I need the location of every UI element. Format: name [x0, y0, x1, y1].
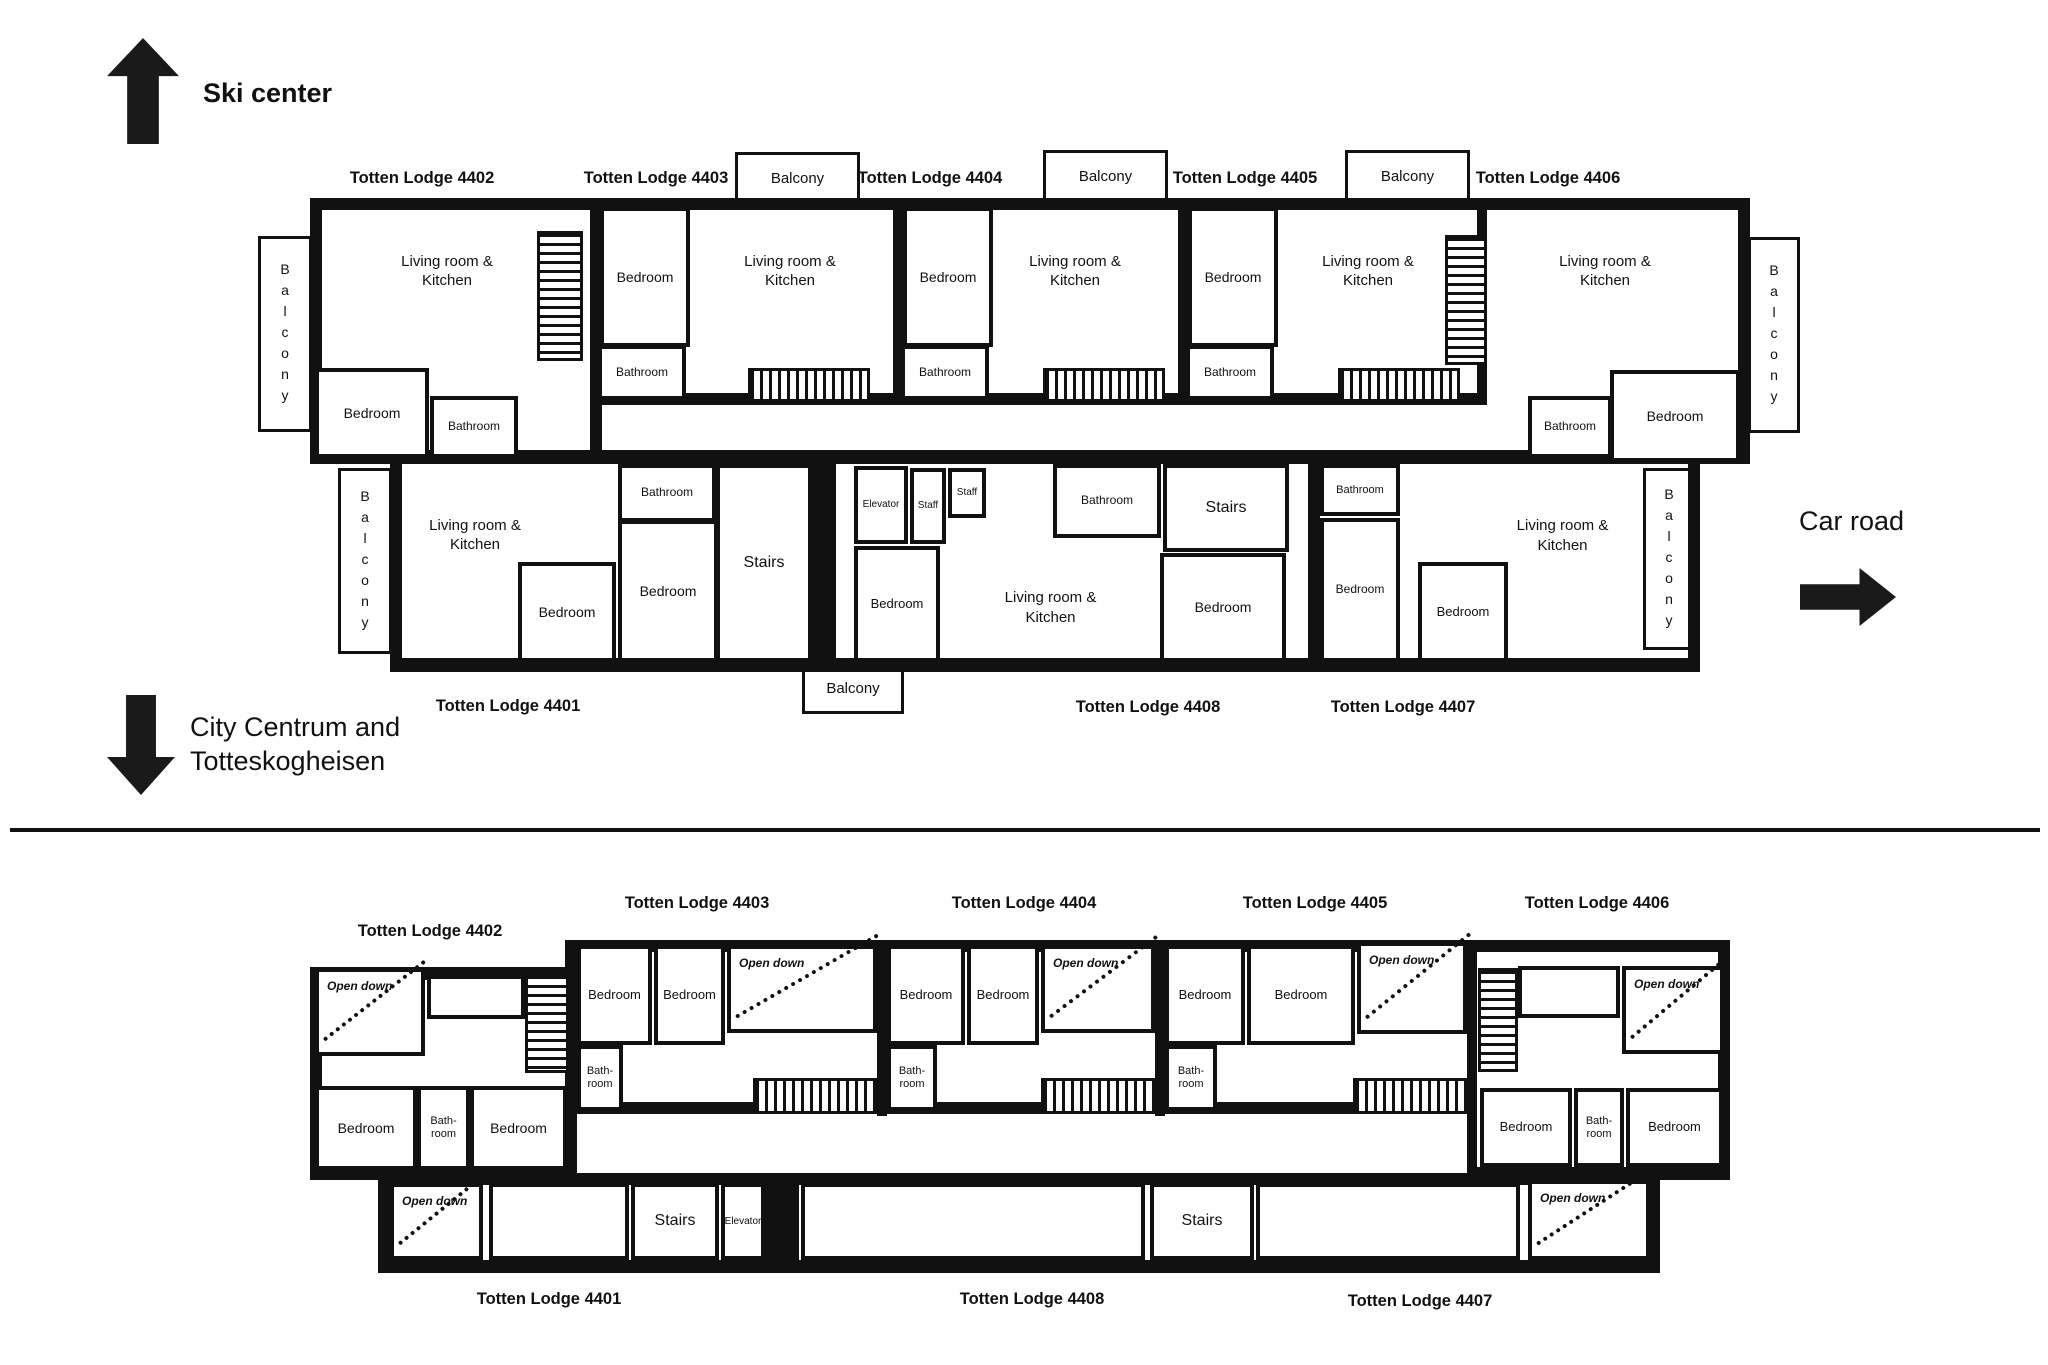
f2-shaft-block [765, 1173, 799, 1273]
f2-4405-bathroom [1165, 1045, 1217, 1111]
f2-4402-room [427, 975, 525, 1019]
open-down-label: Open down [327, 979, 393, 993]
f2-4405-open-down [1357, 942, 1467, 1034]
f1-4401-bathroom [618, 464, 716, 522]
bath-line1: Bath- [430, 1115, 457, 1128]
room-label: Bathroom [640, 485, 694, 500]
f2-stairs-hatch-4404 [1041, 1078, 1155, 1114]
balcony-label: Balcony [1380, 167, 1435, 185]
f1-4401-bedroom-1 [518, 562, 616, 662]
living-line2: Kitchen [421, 272, 473, 289]
f1-wall-corridor-bottom [390, 450, 1700, 464]
f2-4408-room [801, 1183, 1145, 1260]
f1-stairs-hatch-4406 [1445, 235, 1487, 365]
f2-4404-bedroom-1 [887, 945, 965, 1045]
f2-lodge-4403-label: Totten Lodge 4403 [624, 894, 770, 912]
f1-4407-living-label [1480, 508, 1645, 563]
balcony-label: Balcony [826, 679, 880, 697]
f2-4402-bathroom [417, 1086, 470, 1170]
room-label: Bedroom [588, 986, 641, 1002]
f2-stairs-hatch-4406 [1478, 968, 1518, 1072]
f2-lodge-4407-label: Totten Lodge 4407 [1347, 1292, 1493, 1310]
balcony-label: Balcony [1661, 485, 1677, 633]
bath-line1: Bath- [1585, 1114, 1613, 1127]
f1-stairs-hatch-4402 [537, 231, 583, 361]
living-line2: Kitchen [1579, 272, 1631, 289]
f2-4402-open-down [315, 968, 425, 1056]
room-label: Bedroom [870, 595, 924, 611]
bath-line2: room [587, 1078, 613, 1090]
bath-line2: room [899, 1078, 925, 1090]
car-road-label: Car road [1799, 506, 1905, 536]
room-label: Bathroom [918, 364, 972, 379]
room-label: Bedroom [616, 268, 674, 285]
f2-lodge-4401-label: Totten Lodge 4401 [476, 1290, 622, 1308]
f1-lodge-4403-label: Totten Lodge 4403 [583, 169, 729, 187]
f2-stairs-hatch-4405 [1353, 1078, 1467, 1114]
city-centrum-label [190, 710, 400, 778]
room-label: Bedroom [899, 986, 953, 1002]
room-label: Bathroom [447, 419, 501, 434]
f2-4406-bathroom [1574, 1088, 1624, 1167]
f1-4408-stairs [1163, 464, 1289, 552]
f2-4407-open-down [1528, 1180, 1650, 1260]
f1-stairs-hatch-4405-corridor [1338, 368, 1460, 402]
f2-4405-bedroom-2 [1247, 945, 1355, 1045]
f1-stairs-hatch-4404-corridor [1043, 368, 1165, 402]
f1-4408-staff-2 [948, 468, 986, 518]
f1-4408-elevator [854, 466, 908, 544]
room-label: Bedroom [919, 268, 977, 285]
f1-4408-bedroom-1 [854, 546, 940, 662]
living-line1: Living room & [429, 516, 521, 534]
f1-balcony-4403 [735, 152, 860, 204]
f2-wall-mid-bottom [577, 1102, 1477, 1114]
bath-line1: Bath- [898, 1065, 926, 1078]
room-label: Bedroom [1499, 1119, 1553, 1135]
room-label: Staff [956, 487, 978, 499]
f1-4401-stairs [716, 464, 812, 662]
f2-lodge-4406-label: Totten Lodge 4406 [1524, 894, 1670, 912]
f1-4404-bedroom [903, 207, 993, 347]
room-label: Bathroom [615, 364, 669, 379]
f1-lodge-4408-label: Totten Lodge 4408 [1075, 698, 1221, 716]
f1-4407-bathroom [1320, 464, 1400, 516]
f1-4406-bedroom [1610, 370, 1740, 462]
f2-wall-lowrow-left [378, 1173, 390, 1273]
f2-4408-stairs [1150, 1183, 1254, 1260]
balcony-label: Balcony [770, 169, 825, 187]
f2-4403-bathroom [577, 1045, 623, 1111]
f2-wall-div-4405-4406 [1467, 940, 1477, 1180]
f1-4405-bedroom [1188, 207, 1278, 347]
balcony-label: Balcony [1766, 261, 1782, 409]
f2-4406-room [1518, 966, 1620, 1018]
car-road-arrow-right-icon [1800, 568, 1896, 626]
living-line1: Living room & [1029, 252, 1121, 270]
f2-4401-open-down [390, 1183, 483, 1260]
f1-4408-bedroom-2 [1160, 553, 1286, 662]
living-line1: Living room & [1004, 589, 1097, 606]
open-down-diagonal [1049, 935, 1158, 1019]
f1-lodge-4407-label: Totten Lodge 4407 [1330, 698, 1476, 716]
f1-lodge-4404-label: Totten Lodge 4404 [857, 169, 1003, 187]
f2-4401-stairs [631, 1183, 719, 1260]
room-label: Bedroom [1646, 407, 1704, 424]
room-label: Bathroom [1080, 493, 1134, 508]
room-label: Bathroom [1203, 364, 1257, 379]
living-line1: Living room & [1516, 517, 1609, 534]
f1-4405-bathroom [1186, 345, 1274, 400]
f2-4406-open-down [1622, 966, 1724, 1054]
f2-lodge-4408-label: Totten Lodge 4408 [959, 1290, 1105, 1308]
room-label: Bathroom [1543, 419, 1597, 434]
f1-4405-living-label [1293, 246, 1443, 296]
f1-wall-lower-left [390, 450, 402, 672]
room-label: Bedroom [1648, 1119, 1701, 1135]
f2-4403-bedroom-1 [577, 945, 652, 1045]
city-centrum-line2: Totteskogheisen [190, 746, 386, 776]
f2-wall-div-4403-4404 [877, 940, 887, 1116]
f2-4403-open-down [727, 945, 877, 1033]
bath-line1: Bath- [586, 1065, 614, 1078]
f1-stairs-hatch-4403-corridor [748, 368, 870, 402]
room-label: Stairs [1205, 498, 1247, 516]
open-down-diagonal [1630, 957, 1728, 1040]
living-line2: Kitchen [764, 272, 816, 289]
room-label: Bedroom [1436, 603, 1490, 619]
room-label: Elevator [724, 1215, 762, 1227]
f2-4407-room [1256, 1183, 1520, 1260]
room-label: Stairs [654, 1212, 696, 1230]
open-down-label: Open down [1053, 956, 1119, 970]
f1-4407-bedroom-2 [1418, 562, 1508, 662]
f2-4405-bedroom-1 [1165, 945, 1245, 1045]
room-label: Bedroom [639, 582, 697, 599]
f1-4402-living-label [372, 246, 522, 296]
f1-balcony-4402-left [258, 236, 312, 432]
f1-4404-living-label [1000, 246, 1150, 296]
living-line1: Living room & [1322, 252, 1414, 270]
open-down-label: Open down [1369, 953, 1435, 967]
open-down-diagonal [735, 933, 879, 1018]
room-label: Bedroom [1274, 986, 1328, 1002]
open-down-label: Open down [1540, 1191, 1606, 1205]
bath-line2: room [1178, 1078, 1204, 1090]
city-centrum-arrow-down-icon [107, 695, 175, 795]
f1-4404-bathroom [901, 345, 989, 400]
room-label: Stairs [1181, 1212, 1223, 1230]
f2-wall-div-4404-4405 [1155, 940, 1165, 1116]
living-line2: Kitchen [1342, 272, 1394, 289]
room-label: Bedroom [1178, 986, 1232, 1002]
f1-wall-div-4408-4407 [1308, 450, 1320, 672]
room-label: Bedroom [343, 404, 401, 421]
room-label: Bedroom [337, 1119, 395, 1136]
open-down-diagonal [1365, 932, 1472, 1019]
f2-lodge-4402-label: Totten Lodge 4402 [357, 922, 503, 940]
f1-4402-bathroom [430, 396, 518, 458]
city-centrum-line1: City Centrum and [190, 712, 401, 742]
f1-4406-bathroom [1528, 396, 1612, 458]
room-label: Bathroom [1336, 483, 1384, 496]
room-label: Bedroom [490, 1119, 547, 1136]
open-down-label: Open down [739, 956, 805, 970]
f1-4407-bedroom-1 [1320, 518, 1400, 662]
f2-lodge-4405-label: Totten Lodge 4405 [1242, 894, 1388, 912]
f1-lodge-4405-label: Totten Lodge 4405 [1172, 169, 1318, 187]
f1-4408-bathroom [1053, 464, 1161, 538]
f2-4404-bathroom [887, 1045, 937, 1111]
f1-wall-div-4401-4408 [810, 450, 836, 672]
balcony-label: Balcony [357, 487, 373, 635]
open-down-label: Open down [1634, 977, 1700, 991]
living-line2: Kitchen [1025, 608, 1076, 626]
open-down-diagonal [1536, 1168, 1652, 1245]
f1-wall-lower-right [1688, 450, 1700, 672]
room-label: Stairs [743, 553, 785, 571]
room-label: Staff [917, 500, 939, 512]
room-label: Bedroom [663, 986, 716, 1002]
f1-4401-bedroom-2 [618, 520, 718, 662]
f2-4403-bedroom-2 [654, 945, 725, 1045]
room-label: Bedroom [1194, 599, 1252, 616]
f2-lodge-4404-label: Totten Lodge 4404 [951, 894, 1097, 912]
f1-4402-bedroom [315, 368, 429, 458]
f1-balcony-4405 [1345, 150, 1470, 202]
f1-4401-living-label [395, 510, 555, 560]
f2-4406-bedroom-1 [1480, 1088, 1572, 1167]
f2-stairs-hatch-4402 [525, 973, 569, 1073]
f1-4403-living-label [715, 246, 865, 296]
f1-lodge-4406-label: Totten Lodge 4406 [1475, 169, 1621, 187]
open-down-diagonal [323, 960, 426, 1042]
ski-center-arrow-up-icon [107, 38, 179, 144]
living-line2: Kitchen [449, 536, 501, 553]
f1-4406-living-label [1530, 246, 1680, 296]
f2-4404-open-down [1041, 945, 1155, 1033]
balcony-label: Balcony [1078, 167, 1133, 185]
f1-lodge-4402-label: Totten Lodge 4402 [349, 169, 495, 187]
f1-wall-top [310, 198, 1750, 210]
living-line2: Kitchen [1537, 536, 1588, 554]
f2-stairs-hatch-4403 [753, 1078, 877, 1114]
room-label: Bedroom [976, 986, 1030, 1002]
f2-wall-lowrow-bottom [378, 1260, 1660, 1273]
f1-4408-living-label [968, 580, 1133, 635]
f1-4403-bedroom [600, 207, 690, 347]
f2-4402-bedroom-2 [470, 1086, 567, 1170]
open-down-label: Open down [402, 1194, 468, 1208]
f1-4403-bathroom [598, 345, 686, 400]
f2-elevator [721, 1183, 765, 1260]
ski-center-label: Ski center [203, 78, 333, 108]
balcony-label: Balcony [277, 260, 293, 408]
f2-4402-bedroom-1 [315, 1086, 417, 1170]
living-line1: Living room & [744, 252, 836, 270]
room-label: Bedroom [1335, 582, 1385, 597]
bath-line2: room [1586, 1127, 1612, 1140]
f1-balcony-4404 [1043, 150, 1168, 202]
f2-4404-bedroom-2 [967, 945, 1039, 1045]
room-label: Elevator [862, 499, 900, 511]
f2-4406-bedroom-2 [1626, 1088, 1723, 1167]
living-line1: Living room & [401, 252, 493, 270]
f1-lodge-4401-label: Totten Lodge 4401 [435, 697, 581, 715]
bath-line1: Bath- [1177, 1065, 1205, 1078]
room-label: Bedroom [1204, 268, 1262, 285]
room-label: Bedroom [538, 603, 596, 620]
living-line2: Kitchen [1049, 272, 1101, 289]
f1-4408-staff-1 [910, 468, 946, 544]
f1-balcony-4406-right [1748, 237, 1800, 433]
f1-balcony-4401-left [338, 468, 392, 654]
bath-line2: room [430, 1128, 457, 1140]
floor-divider-line [10, 828, 2040, 832]
f2-4401-room [489, 1183, 629, 1260]
living-line1: Living room & [1559, 252, 1651, 270]
